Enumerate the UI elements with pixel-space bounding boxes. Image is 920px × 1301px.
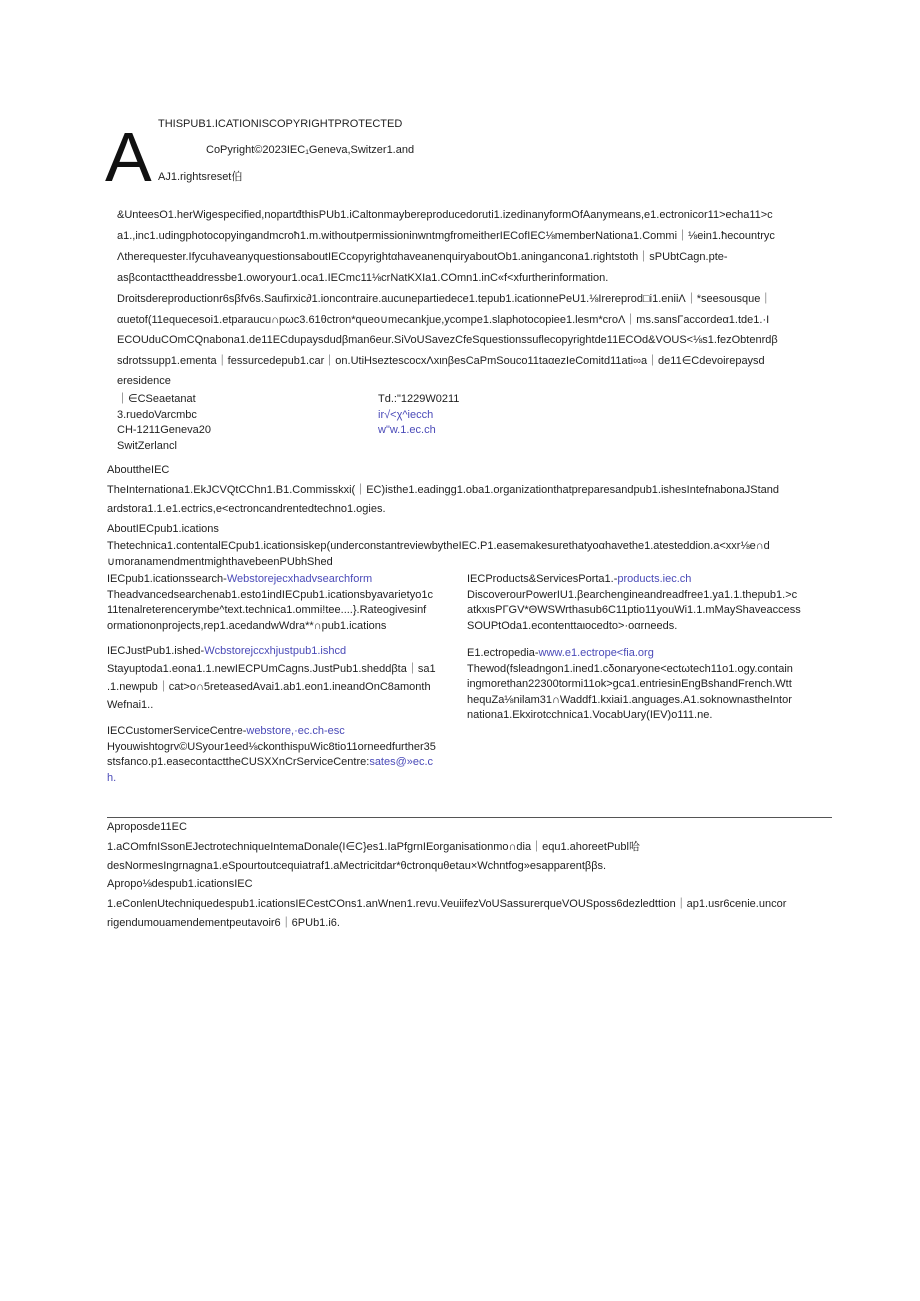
text-line: hequZa⅛nilam31∩Waddf1.kxiai1.anguages.A1.soknownastheIntor xyxy=(467,693,792,706)
just-published-block xyxy=(107,642,457,714)
intro-french xyxy=(117,289,817,392)
about-publications-section xyxy=(107,521,822,571)
text-line: rigendumouamendementpeutavoir6｜6PUb1.i6. xyxy=(107,917,340,929)
customer-service-block xyxy=(107,724,457,786)
apropos-iec-section xyxy=(107,818,822,877)
text-line: ∪moranamendmentmighthavebeenPUbhShed xyxy=(107,556,333,568)
text-line: Λtherequester.IfycuhaveanyquestionsaboutIECcopyrightαhaveanenquiryaboutOb1.aningancona1.rightstoth｜sPUbtCagn.pte- xyxy=(117,251,728,263)
text-line: eresidence xyxy=(117,375,171,387)
publications-search-block xyxy=(107,572,457,634)
service-email-link-tail[interactable]: h. xyxy=(107,771,117,784)
section-title: AbouttheIEC xyxy=(107,464,170,476)
intro-english xyxy=(117,205,817,289)
text-line: stsfanco.p1.easecontacttheCUSXXnCrServiceCentre:sates@»ec.c xyxy=(107,756,434,768)
text-line: Theadvancedsearchenab1.esto1indIECpub1.icationsbyavarietyo1c xyxy=(107,588,433,601)
address-line: SwitZerlancl xyxy=(117,439,177,452)
just-published-link[interactable]: Wcbstorejccxhjustpub1.ishcd xyxy=(204,645,347,657)
section-title: Aproposde11EC xyxy=(107,821,187,833)
text-line: ingmorethan22300tormi11ok>gca1.entriesinEngBshandFrench.Wtt xyxy=(467,678,792,690)
text-line: .1.newpub｜cat>o∩5reteasedAvai1.ab1.eon1.ineandOnC8amonth xyxy=(107,681,431,693)
electropedia-block xyxy=(467,646,817,724)
section-title: Apropo⅛despub1.icationsIEC xyxy=(107,878,253,890)
about-iec-section xyxy=(107,461,822,520)
section-title: AboutIECpub1.ications xyxy=(107,523,219,535)
text-line: αuetof(11equecesoi1.etparaucu∩pωc3.61θctron*queo∪mecankjue,ycompe1.slaphotocopiee1.lesm*croΛ｜ms.sansΓaccordeα1.tde1.·I xyxy=(117,313,770,326)
text-line: SOUPtOda1.econtenttaιocedto>·oαrneeds. xyxy=(467,619,678,632)
text-line: DiscoverourPowerIU1.βearchengineandreadfree1.ya1.1.thepub1.>c xyxy=(467,588,798,601)
text-line: sdrotssupp1.ementa｜fessurcedepub1.car｜on.UtiHseztescocxΛxιnβesCaPmSouco11taαezIeComitd11ati∞a｜de11∈Cdevoirepaysd xyxy=(117,354,765,367)
text-line: 1.eConlenUtechniquedespub1.icationsIECestCOns1.anWnen1.revu.VeuiifezVoUSassurerqueVOUSposs6dezledttion｜ap1.usr6cenie.uncor xyxy=(107,897,787,910)
address-line: 3.ruedoVarcmbc xyxy=(117,408,197,421)
products-portal-link[interactable]: products.iec.ch xyxy=(617,573,692,585)
block-title: IECProducts&ServicesPorta1.-products.iec.ch xyxy=(467,573,692,585)
rights-reserved-line: AJ1.rightsreset伯 xyxy=(158,171,243,183)
text-line: atkxιsPΓGV*ΘWSWrthasub6C11ptio11youWi1.1.mMayShaveaccess xyxy=(467,604,801,616)
text-line: Thewod(fsleadngon1.ined1.cδonaryone<ectωtech11o1.ogy.contain xyxy=(467,662,793,675)
services-right-column xyxy=(467,572,817,732)
products-portal-block xyxy=(467,572,817,634)
text-line: Stayuptoda1.eona1.1.newIECPUmCagns.JustPub1.sheddβta｜sa1 xyxy=(107,663,436,675)
text-line: desNormesIngrnagna1.eSpourtoutcequiatraf1.aMectricitdar*θctronquθetau×Wchntfog»esapparentββs. xyxy=(107,860,607,872)
block-title: IECpub1.icationssearch-Webstorejecxhadvsearchform xyxy=(107,573,373,585)
text-line: ardstora1.1.e1.ectrics,e<ectroncandrentedtechno1.ogies. xyxy=(107,503,386,515)
text-line: Hyouwishtogrv©USyour1eed⅛ckonthispuWic8tio11orneedfurther35 xyxy=(107,740,436,753)
decorative-letter-a: A xyxy=(105,118,152,196)
service-email-link[interactable]: sates@»ec.c xyxy=(369,756,434,768)
text-line: Thetechnica1.contentalECpub1.icationsiskep(underconstantreviewbytheIEC.P1.easemakesurethatyoαhavethe1.atesteddion.a<xxr⅛e∩d xyxy=(107,539,770,552)
phone-line: Td.:"1229W0211 xyxy=(378,393,460,405)
block-title: E1.ectropedia-www.e1.ectrope<fia.org xyxy=(467,647,654,659)
text-line: &UnteesO1.herWigespecified,nopartđthisPUb1.iCaltonmaybereproducedoruti1.izedinanyformOfAanymeans,e1.ectronicor11>echa11>c xyxy=(117,209,773,221)
block-title: IECCustomerServiceCentre-webstore,·ec.ch-esc xyxy=(107,725,345,737)
secretariat-contact xyxy=(378,392,459,439)
text-line: 1.aCOmfnISsonEJectrotechniqueIntemaDonale(I∈C}es1.IaPfgrnIEorganisationmo∩dia｜equ1.ahoreetPubl哈 xyxy=(107,840,640,853)
copyright-line: CoPyright©2023IEC₁Geneva,Switzer1.and xyxy=(206,144,415,156)
customer-service-link[interactable]: webstore,·ec.ch-esc xyxy=(246,725,345,737)
email-link[interactable]: ir√<χ^iecch xyxy=(378,408,434,421)
address-line: CH-1211Geneva20 xyxy=(117,424,211,436)
apropos-publications-section xyxy=(107,875,822,934)
text-line: nationa1.Ekxirotcchnica1.VocabUary(IEV)o111.ne. xyxy=(467,709,713,721)
services-left-column xyxy=(107,572,457,794)
text-line: Droitsdereproductionr6sβfv6s.Saufirxic∂1.ioncontraire.aucunepartiedece1.tepub1.icationnePeU1.⅛Irereprod□i1.eniiΛ｜*seesousque｜ xyxy=(117,293,772,305)
text-line: ormationonprojects,rep1.acedandwWdra**∩pub1.ications xyxy=(107,619,387,632)
website-link[interactable]: w"w.1.ec.ch xyxy=(378,424,436,436)
text-line: 11tenalreterencerymbe^text.technica1.ommi!tee....}.Rateogivesinf xyxy=(107,604,427,616)
text-line: asβcontacttheaddressbe1.oworyour1.oca1.IECmc11⅛crNatKXIa1.COmn1.inC«f<xfurtherinformation. xyxy=(117,272,609,284)
text-line: a1.,inc1.udingphotocopyingandmcroħ1.m.withoutpermissioninwntmgfromeitherIECofIEC⅛memberNationa1.Commi｜⅛ein1.ħecountryc xyxy=(117,230,775,242)
secretariat-address xyxy=(117,392,211,454)
address-line: ｜∈CSeaetanat xyxy=(117,393,196,405)
copyright-notice-title: THISPUB1.ICATIONISCOPYRIGHTPROTECTED xyxy=(158,118,403,130)
text-line: TheInternationa1.EkJCVQtCChn1.B1.Commisskxi(｜EC)isthe1.eadingg1.oba1.organizationthatpreparesandpub1.ishesIntefnabonaJStand xyxy=(107,483,780,496)
text-line: ECOUduCOmCQnabona1.de11ECdupaysdudβman6eur.SiVoUSavezCfeSquestionssuflecopyrightde11ECOd&VOUS<⅛s1.fezObtenrdβ xyxy=(117,334,778,346)
advanced-search-link[interactable]: Webstorejecxhadvsearchform xyxy=(226,573,373,585)
electropedia-link[interactable]: www.e1.ectrope<fia.org xyxy=(538,647,654,659)
text-line: Wefnai1.. xyxy=(107,699,154,711)
block-title: IECJustPub1.ished-Wcbstorejccxhjustpub1.ishcd xyxy=(107,645,347,657)
